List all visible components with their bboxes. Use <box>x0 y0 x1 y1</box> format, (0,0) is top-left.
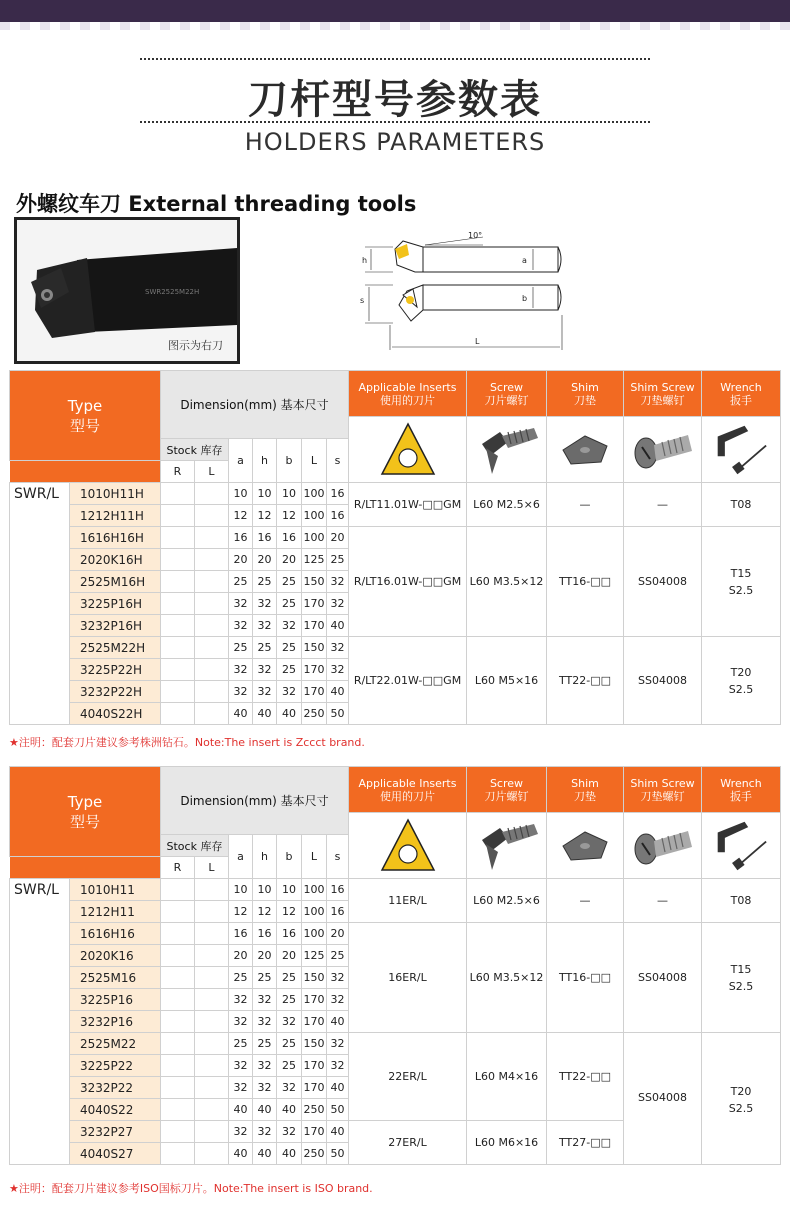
insert-cell: R/LT16.01W-□□GM <box>349 527 467 637</box>
shim-cell: TT27-□□ <box>547 1121 624 1165</box>
footnote-1: ★注明：配套刀片建议参考株洲钻石。Note:The insert is Zccct brand. <box>9 736 365 749</box>
threading-insert-icon <box>378 422 438 478</box>
stock-header: Stock 库存 <box>161 439 229 461</box>
label-s: s <box>360 296 365 305</box>
shim-cell: TT22-□□ <box>547 1033 624 1121</box>
inserts-header: Applicable Inserts 使用的刀片 <box>349 767 467 813</box>
shim-cell: TT16-□□ <box>547 923 624 1033</box>
shim-icon-cell <box>547 813 624 879</box>
screw-cell: L60 M2.5×6 <box>467 483 547 527</box>
col-b: b <box>277 835 302 879</box>
shim-cell: TT22-□□ <box>547 637 624 725</box>
shim-cell: TT16-□□ <box>547 527 624 637</box>
photo-engraving: SWR2525M22H <box>145 288 200 296</box>
col-h: h <box>253 835 277 879</box>
dimension-drawing <box>355 225 570 355</box>
inserts-header: Applicable Inserts 使用的刀片 <box>349 371 467 417</box>
screw-icon-cell <box>467 813 547 879</box>
shim-icon <box>557 430 613 470</box>
col-stock-l: L <box>195 857 229 879</box>
label-b: b <box>522 294 528 303</box>
page-title: 刀杆型号参数表 <box>248 77 542 123</box>
insert-cell: R/LT22.01W-□□GM <box>349 637 467 725</box>
photo-caption: 图示为右刀 <box>168 339 223 352</box>
wrench-header: Wrench 扳手 <box>702 767 781 813</box>
label-angle: 10° <box>468 231 483 240</box>
screw-cell: L60 M3.5×12 <box>467 923 547 1033</box>
shim-cell: — <box>547 879 624 923</box>
insert-cell: 27ER/L <box>349 1121 467 1165</box>
screw-cell: L60 M5×16 <box>467 637 547 725</box>
col-L: L <box>302 439 327 483</box>
insert-icon-cell <box>349 417 467 483</box>
col-a: a <box>229 835 253 879</box>
col-stock-l: L <box>195 461 229 483</box>
type-header-cn: 型号 <box>69 416 100 435</box>
series-label: SWR/L <box>10 879 70 1165</box>
wrench-icon <box>709 820 773 872</box>
stock-header: Stock 库存 <box>161 835 229 857</box>
shim-screw-icon <box>630 427 696 473</box>
type-header-en: Type <box>67 396 103 415</box>
model-cell: 1010H11 <box>70 879 161 901</box>
shimscrew-cell: — <box>624 879 702 923</box>
wrench-cell: T15 S2.5 <box>702 527 781 637</box>
shimscrew-header: Shim Screw 刀垫螺钉 <box>624 371 702 417</box>
insert-icon-cell <box>349 813 467 879</box>
type-header-en: Type <box>67 792 103 811</box>
shim-cell: — <box>547 483 624 527</box>
type-header <box>10 767 161 857</box>
wrench-icon-cell <box>702 813 781 879</box>
insert-cell: 22ER/L <box>349 1033 467 1121</box>
wrench-cell: T20 S2.5 <box>702 637 781 725</box>
shim-icon <box>557 826 613 866</box>
wrench-icon <box>709 424 773 476</box>
wrench-header: Wrench 扳手 <box>702 371 781 417</box>
insert-cell: 11ER/L <box>349 879 467 923</box>
screw-cell: L60 M3.5×12 <box>467 527 547 637</box>
shim-screw-icon <box>630 823 696 869</box>
col-s: s <box>327 439 349 483</box>
screw-icon-cell <box>467 417 547 483</box>
wrench-cell: T08 <box>702 879 781 923</box>
col-s: s <box>327 835 349 879</box>
divider-top <box>140 58 650 60</box>
divider-middle <box>140 121 650 123</box>
series-label: SWR/L <box>10 483 70 725</box>
wrench-icon-cell <box>702 417 781 483</box>
screw-header: Screw 刀片螺钉 <box>467 767 547 813</box>
dimension-header: Dimension(mm) 基本尺寸 <box>161 767 349 835</box>
section-title: 外螺纹车刀 External threading tools <box>16 192 417 216</box>
screw-header: Screw 刀片螺钉 <box>467 371 547 417</box>
col-L: L <box>302 835 327 879</box>
product-photo <box>14 217 240 364</box>
shimscrew-cell: — <box>624 483 702 527</box>
screw-cell: L60 M4×16 <box>467 1033 547 1121</box>
shimscrew-cell: SS04008 <box>624 637 702 725</box>
model-cell: 1010H11H <box>70 483 161 505</box>
page-subtitle: HOLDERS PARAMETERS <box>244 128 546 156</box>
label-L: L <box>475 337 480 346</box>
screw-cell: L60 M2.5×6 <box>467 879 547 923</box>
col-b: b <box>277 439 302 483</box>
label-a: a <box>522 256 527 265</box>
shimscrew-cell: SS04008 <box>624 527 702 637</box>
type-header-cn: 型号 <box>69 812 100 831</box>
type-header <box>10 371 161 461</box>
shimscrew-header: Shim Screw 刀垫螺钉 <box>624 767 702 813</box>
shim-icon-cell <box>547 417 624 483</box>
shimscrew-cell: SS04008 <box>624 1033 702 1165</box>
footnote-2: ★注明：配套刀片建议参考ISO国标刀片。Note:The insert is ISO brand. <box>9 1182 373 1195</box>
wrench-cell: T15 S2.5 <box>702 923 781 1033</box>
screw-cell: L60 M6×16 <box>467 1121 547 1165</box>
shimscrew-icon-cell <box>624 813 702 879</box>
dimension-header: Dimension(mm) 基本尺寸 <box>161 371 349 439</box>
shim-header: Shim 刀垫 <box>547 371 624 417</box>
col-a: a <box>229 439 253 483</box>
insert-cell: R/LT11.01W-□□GM <box>349 483 467 527</box>
insert-cell: 16ER/L <box>349 923 467 1033</box>
shim-header: Shim 刀垫 <box>547 767 624 813</box>
threading-insert-icon <box>378 818 438 874</box>
col-h: h <box>253 439 277 483</box>
wrench-cell: T08 <box>702 483 781 527</box>
top-scallop <box>0 22 790 30</box>
screw-icon <box>474 820 540 872</box>
top-banner <box>0 0 790 22</box>
shimscrew-cell: SS04008 <box>624 923 702 1033</box>
label-h: h <box>362 256 368 265</box>
shimscrew-icon-cell <box>624 417 702 483</box>
holders-table-1: Type 型号 Dimension(mm) 基本尺寸 Applicable Inserts 使用的刀片 Screw 刀片螺钉 Shim 刀垫 Shim Screw 刀垫螺钉 Wrench 扳手 Stock 库存 a h b L s R L SWR/L 1010H11H 10 10 10 100 16 R/LT11.01W-□□GM L60 M2.5×6 — — T08 1212H11H 12 12 12 100 16 1616H16H 16 16 16 100 20 R/LT16.01W-□□GM L60 M3.5×12 TT16-□□ SS04008 T15 S2.5 2020K16H 20 20 20 125 25 2525M16H 25 25 25 150 32 3225P16H 32 32 25 170 32 3232P16H 32 32 32 170 40 2525M22H 25 25 25 150 32 R/LT22.01W-□□GM L60 M5×16 TT22-□□ SS04008 T20 S2.5 3225P22H 32 32 25 170 32 3232P22H 32 32 32 170 40 4040S22H 40 40 40 250 50 <box>9 370 781 725</box>
col-stock-r: R <box>161 857 195 879</box>
wrench-cell: T20 S2.5 <box>702 1033 781 1165</box>
screw-icon <box>474 424 540 476</box>
holders-table-2: Type 型号 Dimension(mm) 基本尺寸 Applicable Inserts 使用的刀片 Screw 刀片螺钉 Shim 刀垫 Shim Screw 刀垫螺钉 Wrench 扳手 Stock 库存 a h b L s R L SWR/L 1010H11 10 10 10 100 16 11ER/L L60 M2.5×6 — — T08 1212H11 12 12 12 100 16 1616H16 16 16 16 100 20 16ER/L L60 M3.5×12 TT16-□□ SS04008 T15 S2.5 2020K16 20 20 20 125 25 2525M16 25 25 25 150 32 3225P16 32 32 25 170 32 3232P16 32 32 32 170 40 2525M22 25 25 25 150 32 22ER/L L60 M4×16 TT22-□□ SS04008 T20 S2.5 3225P22 32 32 25 170 32 3232P22 32 32 32 170 40 4040S22 40 40 40 250 50 3232P27 32 32 32 170 40 27ER/L L60 M6×16 TT27-□□ 4040S27 40 40 40 250 50 <box>9 766 781 1165</box>
col-stock-r: R <box>161 461 195 483</box>
